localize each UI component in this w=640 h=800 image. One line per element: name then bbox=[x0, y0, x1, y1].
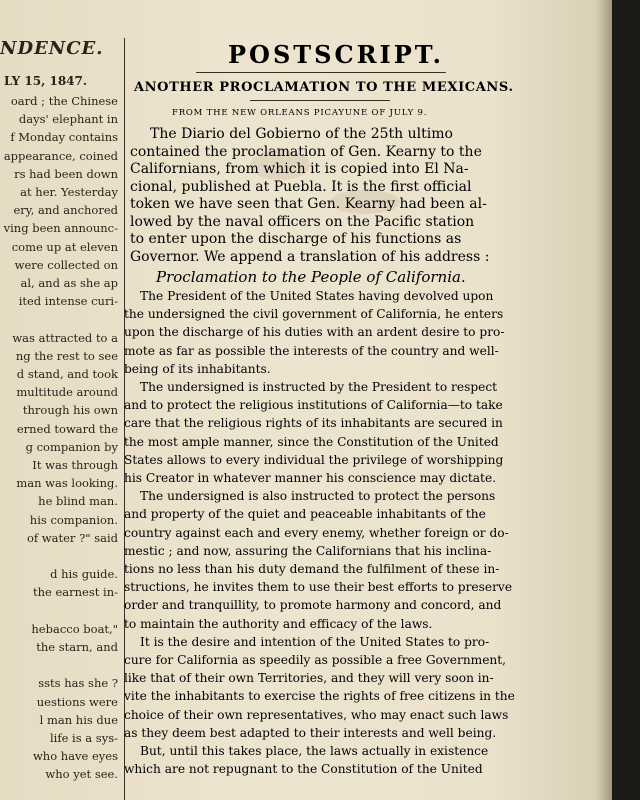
left-column-line: was attracted to a bbox=[12, 330, 118, 345]
body-line: vite the inhabitants to exercise the rights of free citizens in the bbox=[124, 689, 515, 704]
article-byline: FROM THE NEW ORLEANS PICAYUNE OF JULY 9. bbox=[172, 108, 428, 118]
left-column-line: the starn, and bbox=[36, 640, 118, 654]
body-line: mote as far as possible the interests of the country and well- bbox=[124, 343, 499, 358]
left-column-line: days' elephant in bbox=[18, 112, 118, 127]
left-column-line: were collected on bbox=[14, 257, 118, 272]
left-column-line: oard ; the Chinese bbox=[10, 94, 118, 108]
left-column-line: life is a sys- bbox=[49, 731, 118, 745]
body-line: It is the desire and intention of the United States to pro- bbox=[140, 634, 490, 649]
subhead-rule bbox=[250, 100, 390, 101]
article-subhead: ANOTHER PROCLAMATION TO THE MEXICANS. bbox=[134, 80, 514, 95]
intro-line: to enter upon the discharge of his functions as bbox=[130, 231, 462, 247]
postscript-heading: POSTSCRIPT. bbox=[228, 40, 444, 69]
body-line: to maintain the authority and efficacy of the laws. bbox=[124, 616, 433, 631]
left-column-line: he blind man. bbox=[38, 494, 118, 509]
left-column-line: l man his due bbox=[39, 712, 118, 727]
body-line: and to protect the religious institutions of California—to take bbox=[124, 398, 503, 413]
body-line: States allows to every individual the privilege of worshipping bbox=[124, 452, 504, 467]
left-column-line: multitude around bbox=[16, 385, 118, 400]
left-column-line: ery, and anchored bbox=[13, 203, 118, 218]
left-column-line: ited intense curi- bbox=[18, 294, 118, 309]
body-line: The President of the United States having devolved upon bbox=[140, 289, 494, 303]
body-line: which are not repugnant to the Constitution of the United bbox=[124, 762, 483, 777]
left-column-line: his companion. bbox=[29, 512, 118, 527]
heading-rule bbox=[196, 72, 446, 73]
page-edge-shadow bbox=[596, 0, 612, 800]
left-column-line: g companion by bbox=[25, 439, 118, 454]
left-column-line: through his own bbox=[22, 403, 118, 418]
left-column-line: d stand, and took bbox=[16, 367, 118, 381]
intro-line: Californians, from which it is copied into El Na- bbox=[130, 161, 469, 177]
body-line: But, until this takes place, the laws actually in existence bbox=[140, 744, 489, 758]
left-column-line: It was through bbox=[32, 458, 118, 472]
body-line: care that the religious rights of its inhabitants are secured in bbox=[124, 416, 503, 431]
left-column-line: ssts has she ? bbox=[38, 676, 118, 691]
left-column-line: man was looking. bbox=[16, 476, 118, 491]
body-line: tions no less than his duty demand the fulfilment of these in- bbox=[124, 562, 500, 576]
left-date-line: LY 15, 1847. bbox=[4, 74, 88, 88]
body-line: choice of their own representatives, who may enact such laws bbox=[124, 707, 509, 722]
intro-line: Governor. We append a translation of his address : bbox=[130, 248, 490, 265]
left-column-line: f Monday contains bbox=[10, 130, 118, 145]
left-column bbox=[0, 0, 122, 800]
body-line: The undersigned is also instructed to protect the persons bbox=[140, 489, 496, 504]
left-column-line: come up at eleven bbox=[11, 239, 118, 254]
body-line: mestic ; and now, assuring the Californians that his inclina- bbox=[124, 543, 492, 558]
body-line: as they deem best adapted to their interests and well being. bbox=[124, 725, 497, 740]
left-masthead: NDENCE. bbox=[0, 38, 104, 59]
left-column-line: who have eyes bbox=[32, 749, 118, 764]
left-column-line: d his guide. bbox=[50, 567, 118, 582]
left-column-line: rs had been down bbox=[14, 166, 118, 181]
left-column-line: hebacco boat," bbox=[31, 621, 118, 636]
left-column-line: al, and as she ap bbox=[20, 276, 118, 290]
intro-line: The Diario del Gobierno of the 25th ultimo bbox=[150, 126, 453, 142]
body-line: structions, he invites them to use their best efforts to preserve bbox=[124, 580, 513, 595]
left-column-line: the earnest in- bbox=[32, 585, 118, 600]
intro-line: contained the proclamation of Gen. Kearny to the bbox=[130, 143, 482, 160]
body-line: the most ample manner, since the Constitution of the United bbox=[124, 434, 499, 449]
body-line: cure for California as speedily as possible a free Government, bbox=[124, 653, 507, 667]
intro-line: token we have seen that Gen. Kearny had been al- bbox=[130, 196, 487, 212]
left-column-line: ving been announc- bbox=[3, 221, 118, 236]
body-line: The undersigned is instructed by the President to respect bbox=[140, 380, 498, 394]
body-line: the undersigned the civil government of California, he enters bbox=[124, 307, 504, 322]
intro-line: cional, published at Puebla. It is the first official bbox=[130, 178, 472, 195]
body-line: country against each and every enemy, whether foreign or do- bbox=[124, 525, 509, 540]
left-column-line: appearance, coined bbox=[3, 148, 118, 163]
body-line: his Creator in whatever manner his conscience may dictate. bbox=[124, 471, 497, 485]
left-column-line: ng the rest to see bbox=[15, 348, 118, 363]
body-line: order and tranquillity, to promote harmony and concord, and bbox=[124, 598, 502, 613]
left-column-line: who yet see. bbox=[45, 767, 118, 782]
body-line: upon the discharge of his duties with an ardent desire to pro- bbox=[124, 325, 505, 340]
intro-line: lowed by the naval officers on the Pacific station bbox=[130, 213, 475, 230]
proclamation-title: Proclamation to the People of California. bbox=[156, 268, 466, 286]
left-column-line: at her. Yesterday bbox=[20, 185, 118, 199]
body-line: like that of their own Territories, and they will very soon in- bbox=[124, 671, 494, 686]
left-column-line: erned toward the bbox=[16, 421, 118, 436]
left-column-line: of water ?" said bbox=[26, 530, 118, 545]
body-line: and property of the quiet and peaceable inhabitants of the bbox=[124, 507, 486, 522]
body-line: being of its inhabitants. bbox=[124, 361, 271, 376]
left-column-line: uestions were bbox=[36, 694, 118, 709]
